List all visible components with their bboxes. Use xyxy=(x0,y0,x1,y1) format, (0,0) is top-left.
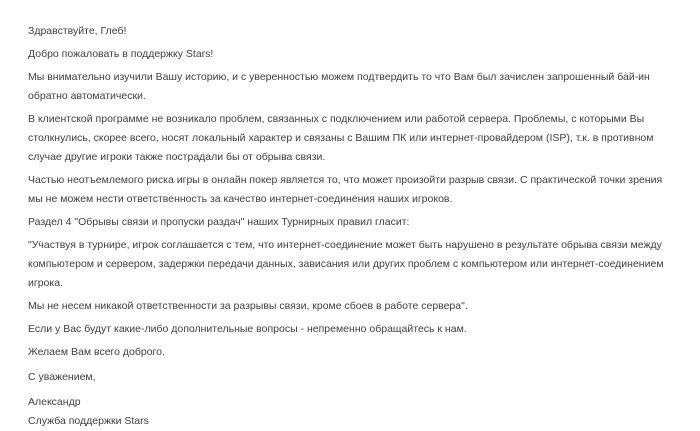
paragraph-rules-section-intro: Раздел 4 "Обрывы связи и пропуски раздач" наших Турнирных правил гласит: xyxy=(28,216,410,228)
signature-closing: С уважением, xyxy=(28,371,96,383)
paragraph-farewell: Желаем Вам всего доброго. xyxy=(28,346,165,358)
signature-block xyxy=(28,393,676,431)
paragraph-client-no-issues: В клиентской программе не возникало проблем, связанных с подключением или работой сервера. Проблемы, с которыми Вы столкнулись, скорее всего, носят локальный характер и связаны с Вашим ПК или интернет-провайдером (ISP), т.к. в противном случае другие игроки также пострадали бы от обрыва связи. xyxy=(28,113,654,163)
signature-team: Служба поддержки Stars xyxy=(28,415,149,427)
welcome-line: Добро пожаловать в поддержку Stars! xyxy=(28,48,214,60)
greeting-line: Здравствуйте, Глеб! xyxy=(28,25,127,37)
paragraph-buyin-refund: Мы внимательно изучили Вашу историю, и с уверенностью можем подтвердить то что Вам был зачислен запрошенный бай-ин обратно автоматически. xyxy=(28,71,650,102)
signature-name: Александр xyxy=(28,396,81,408)
paragraph-further-questions: Если у Вас будут какие-либо дополнительные вопросы - непременно обращайтесь к нам. xyxy=(28,323,467,335)
paragraph-risk-disclaimer: Частью неотъемлемого риска игры в онлайн покер является то, что может произойти разрыв связи. С практической точки зрения мы не можем нести ответственность за качество интернет-соединения наших игроков. xyxy=(28,174,663,205)
paragraph-rules-quote-end: Мы не несем никакой ответственности за разрывы связи, кроме сбоев в работе сервера". xyxy=(28,300,468,312)
paragraph-rules-quote: "Участвуя в турнире, игрок соглашается с тем, что интернет-соединение может быть нарушено в результате обрыва связи между компьютером и сервером, задержки передачи данных, зависания или других проблем с компьютером или интернет-соединением игрока. xyxy=(28,239,664,289)
